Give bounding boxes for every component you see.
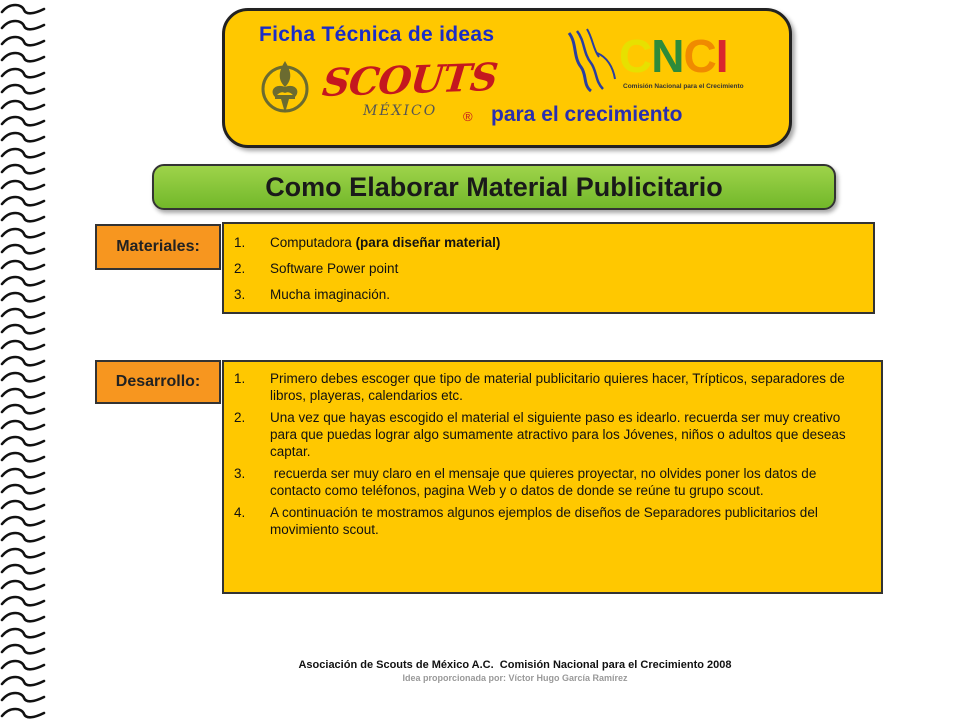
list-item — [234, 409, 871, 460]
scouts-logo-mexico: MÉXICO — [363, 103, 438, 119]
item-number: 3. — [234, 287, 246, 302]
fleur-de-lis-icon — [261, 53, 309, 121]
cnci-subtitle: Comisión Nacional para el Crecimiento — [623, 83, 744, 90]
item-text: Mucha imaginación. — [270, 287, 391, 302]
title-bar — [152, 164, 836, 210]
item-number: 1. — [234, 371, 246, 386]
item-text: Una vez que hayas escogido el material el siguiente paso es idearlo. recuerda ser muy creativo para que puedas lograr algo sumamente atractivo para los Jóvenes, niños o adultos que deseas captar. — [270, 410, 846, 459]
list-item — [234, 286, 863, 303]
desarrollo-label: Desarrollo: — [95, 360, 221, 404]
scouts-logo: SCOUTS — [320, 53, 500, 106]
item-text — [270, 234, 500, 251]
item-text-bold: (para diseñar material) — [355, 235, 501, 250]
item-text: Primero debes escoger que tipo de material publicitario quieres hacer, Trípticos, separadores de libros, playeras, calendarios etc. — [270, 371, 845, 403]
list-item — [234, 260, 863, 277]
footer-idea-credit: Idea proporcionada por: Víctor Hugo García Ramírez — [402, 673, 628, 683]
cnci-logo-c1: C — [619, 30, 652, 82]
header-title-line2: para el crecimiento — [491, 103, 683, 126]
spiral-binding-icon — [0, 0, 48, 720]
page-title: Como Elaborar Material Publicitario — [265, 171, 723, 202]
item-text: recuerda ser muy claro en el mensaje que quieres proyectar, no olvides poner los datos de contacto como teléfonos, pagina Web y o datos de donde se reúne tu grupo scout. — [270, 466, 821, 498]
item-number: 1. — [234, 235, 246, 250]
registered-mark: ® — [463, 109, 473, 124]
materiales-label: Materiales: — [95, 224, 221, 270]
list-item — [234, 370, 871, 404]
footer-credit: Asociación de Scouts de México A.C. Comisión Nacional para el Crecimiento 2008 — [298, 659, 732, 671]
header-title-line1: Ficha Técnica de ideas — [259, 23, 495, 46]
item-text-plain: Computadora — [270, 235, 356, 250]
header-banner — [222, 8, 792, 148]
cnci-logo-n: N — [651, 30, 684, 82]
desarrollo-box — [222, 360, 883, 594]
cnci-figure-icon — [563, 23, 623, 95]
item-text: A continuación te mostramos algunos ejemplos de diseños de Separadores publicitarios del movimiento scout. — [270, 505, 818, 537]
item-number: 2. — [234, 410, 246, 425]
cnci-logo — [619, 30, 728, 82]
list-item — [234, 504, 871, 538]
item-text: Software Power point — [270, 261, 399, 276]
list-item — [234, 234, 863, 251]
cnci-logo-i: I — [715, 30, 728, 82]
materiales-box — [222, 222, 875, 314]
item-number: 4. — [234, 505, 246, 520]
item-number: 3. — [234, 466, 246, 481]
item-number: 2. — [234, 261, 246, 276]
cnci-logo-c2: C — [683, 30, 716, 82]
list-item — [234, 465, 871, 499]
